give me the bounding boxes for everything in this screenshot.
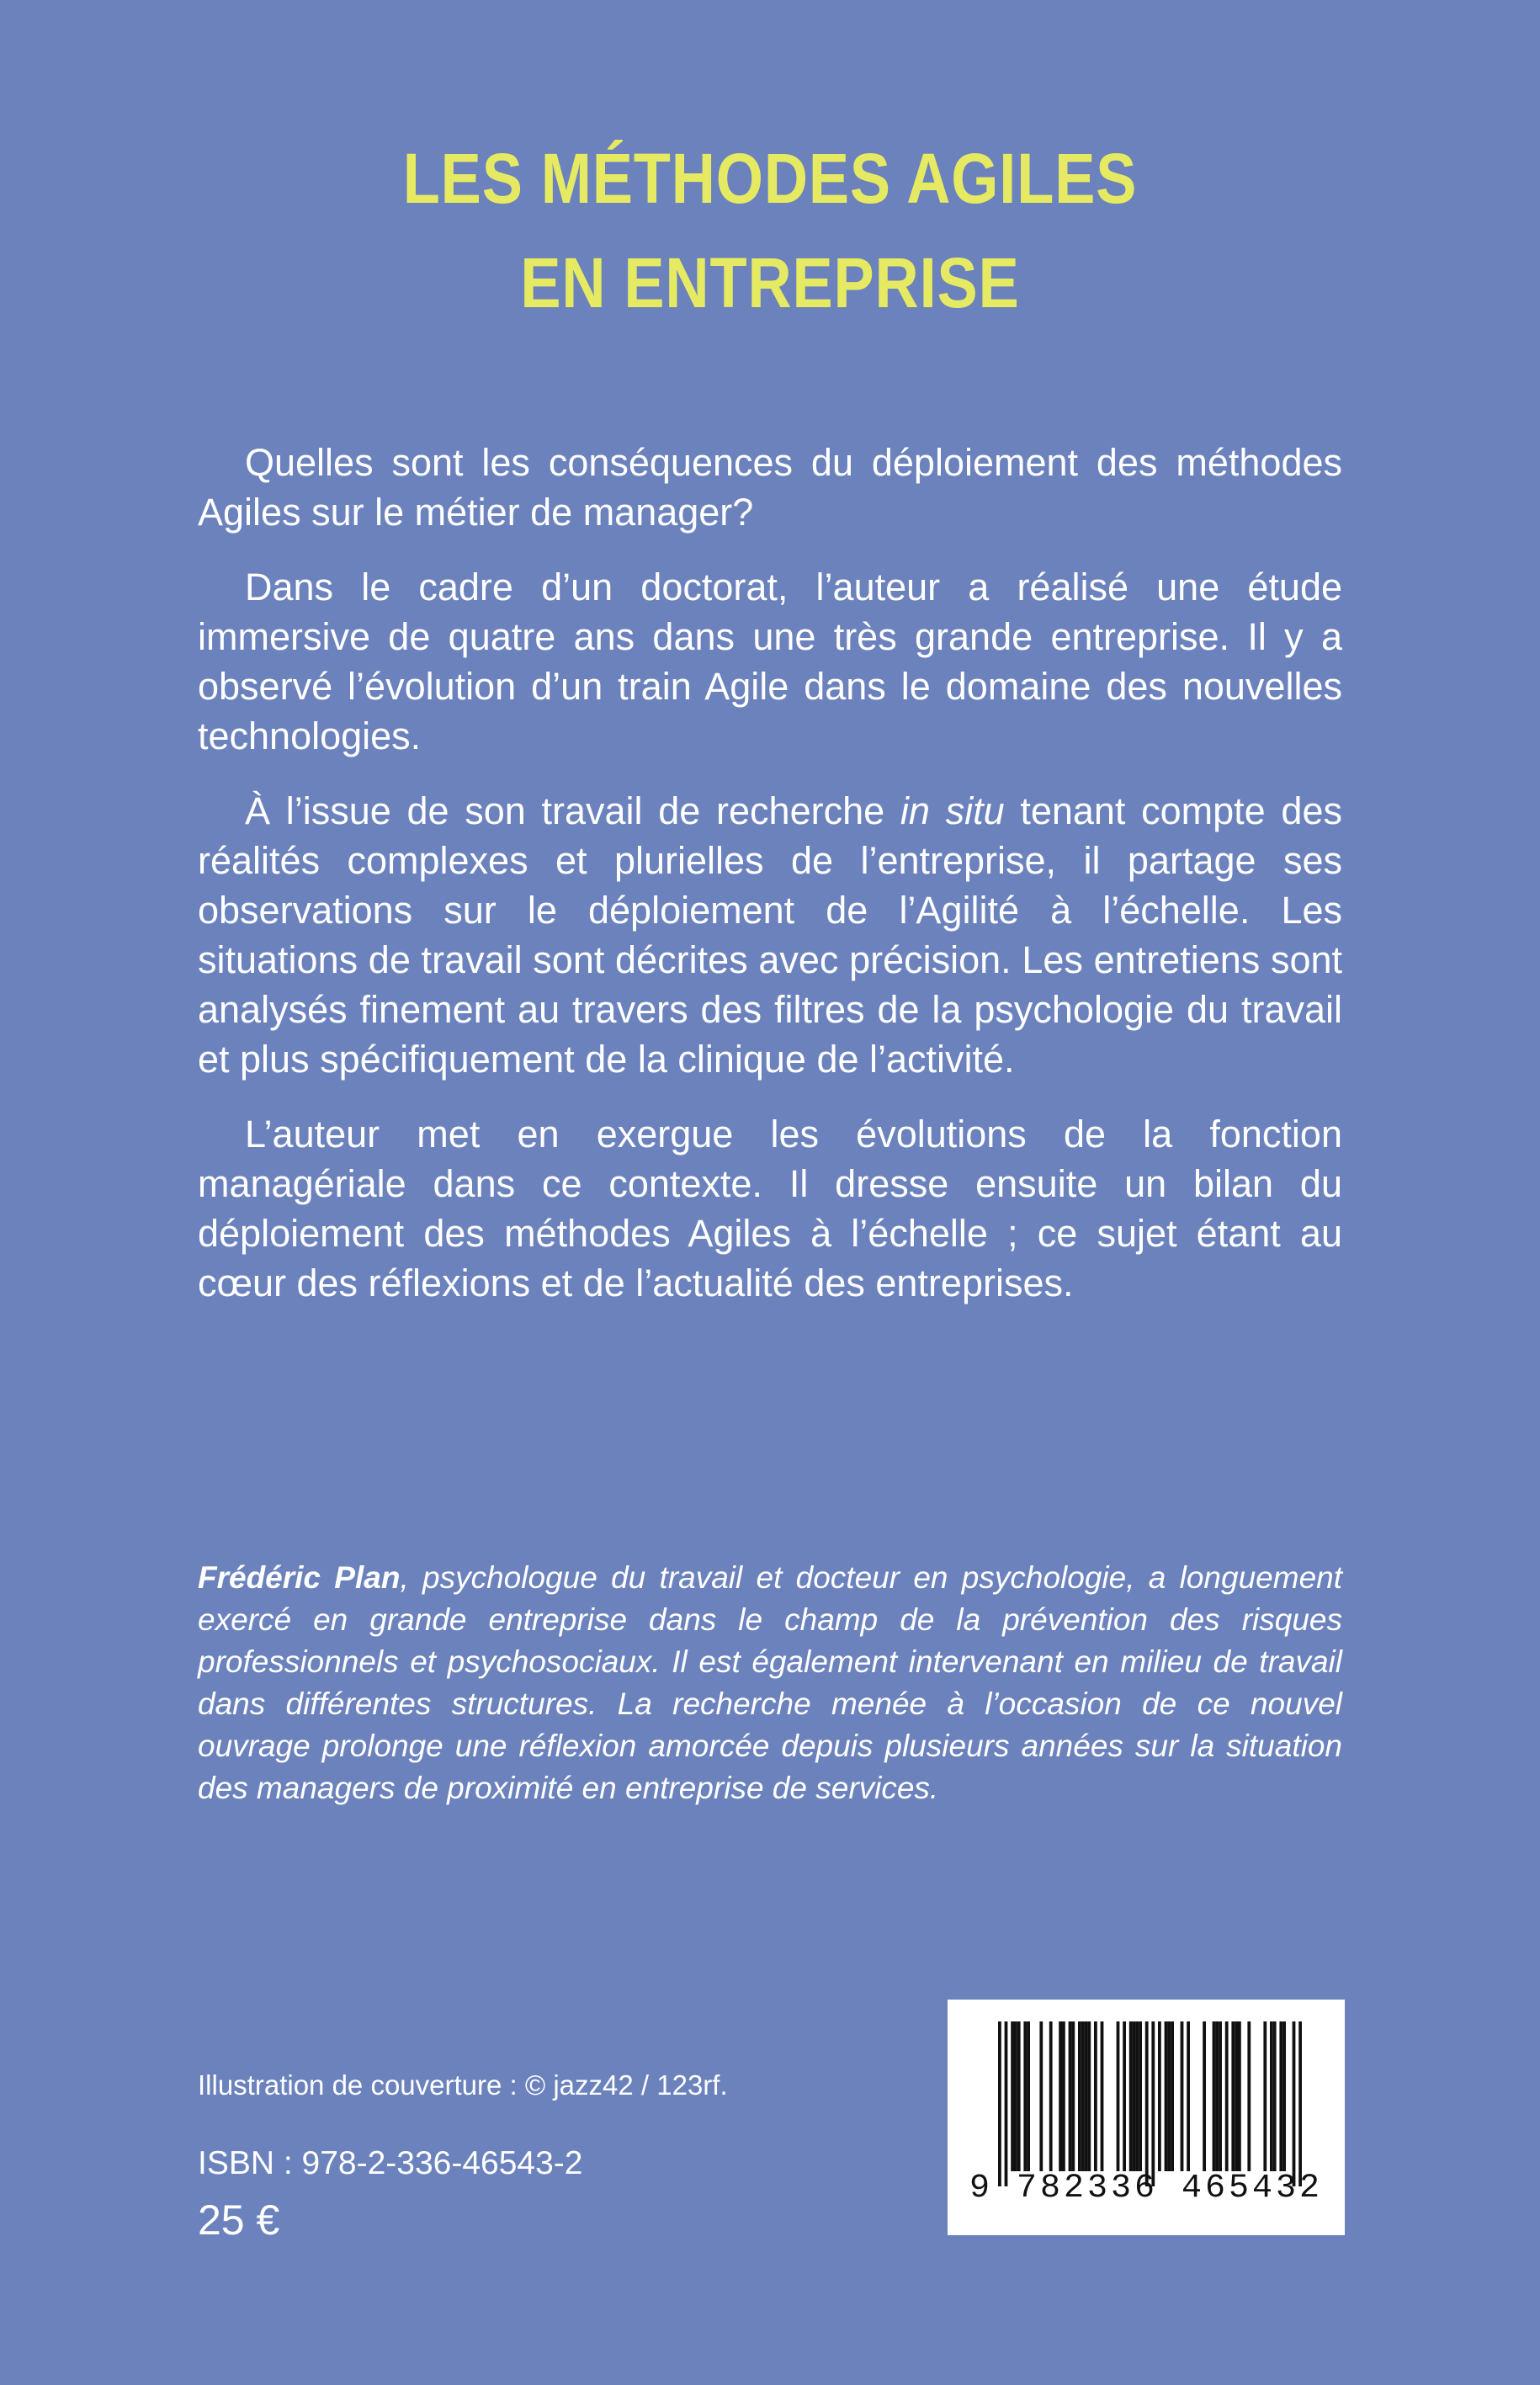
barcode-bar [1282,2021,1286,2171]
barcode-bar [1062,2021,1065,2171]
barcode-bar [1094,2021,1097,2171]
barcode-bar [1263,2021,1267,2171]
barcode-bar [1187,2021,1190,2171]
author-bio [198,1557,1342,1809]
author-bio-text: , psychologue du travail et docteur en psychologie, a longuement exercé en grande entreprise dans le champ de la prévention des risques professionnels et psychosociaux. Il est également intervenant en milieu de travail dans différentes structures. La recherche menée à l’occasion de ce nouvel ouvrage prolonge une réflexion amorcée depuis plusieurs années sur la situation des managers de proximité en entreprise de services. [198,1560,1343,1805]
barcode-bar [1069,2021,1072,2171]
barcode-bar [1071,2021,1075,2171]
barcode-bar [1133,2021,1136,2171]
barcode-bar [1039,2021,1043,2171]
barcode-bar [1158,2021,1161,2171]
author-name: Frédéric Plan [198,1560,401,1595]
summary-p3-italic: in situ [900,789,1005,832]
barcode-bar [1085,2021,1088,2171]
barcode-bar [1219,2021,1222,2171]
barcode-bar [1087,2021,1091,2171]
barcode-bar [1298,2021,1302,2186]
barcode-bar [1117,2021,1120,2171]
barcode-bar [1273,2021,1277,2171]
summary-paragraph-3 [198,786,1342,1084]
barcode-bar [1027,2021,1030,2171]
summary-paragraph-4: L’auteur met en exergue les évolutions de la fonction managériale dans ce contexte. Il dresse ensuite un bilan du déploiement des méthodes Agiles à l’échelle ; ce sujet étant au cœur des réflexions et de l’actualité des entreprises. [198,1113,1342,1304]
barcode-bar [1167,2021,1171,2171]
barcode-bar [1165,2021,1168,2171]
barcode-bar [1135,2021,1139,2171]
barcode-bar [998,2021,1001,2186]
barcode-bar [1247,2021,1251,2171]
barcode [948,2000,1345,2235]
barcode-bar [1081,2021,1085,2171]
barcode-bar [1225,2021,1229,2171]
summary-p3-end: tenant compte des réalités complexes et plurielles de l’entreprise, il partage ses observations sur le déploiement de l’Agilité à l’échelle. Les situations de travail sont décrites avec précision. Les entretiens sont analysés finement au travers des filtres de la psychologie du travail et plus spécifiquement de la clinique de l’activité. [198,789,1342,1081]
barcode-bar [1101,2021,1104,2171]
barcode-bar [1203,2021,1206,2171]
cover-credit: Illustration de couverture : © jazz42 / 123rf. [198,2069,728,2101]
barcode-bar [1145,2021,1149,2186]
barcode-bar [1014,2021,1017,2171]
barcode-bar [1059,2021,1062,2171]
barcode-bar [1129,2021,1133,2171]
barcode-bar [1123,2021,1126,2171]
barcode-bar [1231,2021,1235,2171]
barcode-bar [1139,2021,1142,2171]
book-summary [198,438,1342,1333]
summary-paragraph-2: Dans le cadre d’un doctorat, l’auteur a réalisé une étude immersive de quatre ans dans une très grande entreprise. Il y a observé l’évolution d’un train Agile dans le domaine des nouvelles technologies. [198,566,1342,757]
barcode-bar [1049,2021,1053,2171]
isbn: ISBN : 978-2-336-46543-2 [198,2145,583,2181]
barcode-bar [1238,2021,1241,2171]
barcode-bar [1005,2021,1008,2186]
barcode-bar [1171,2021,1174,2171]
title-line-2: EN ENTREPRISE [520,243,1020,322]
barcode-bar [1215,2021,1219,2171]
barcode-bar [1151,2021,1155,2186]
barcode-digits: 9 782336 465432 [969,2170,1324,2207]
title-line-1: LES MÉTHODES AGILES [402,139,1138,218]
barcode-bar [1270,2021,1273,2171]
barcode-bar [1279,2021,1282,2171]
barcode-bar [1011,2021,1014,2171]
barcode-bar [1023,2021,1027,2171]
barcode-bar [1235,2021,1238,2171]
barcode-bar [1293,2021,1296,2186]
barcode-bar [1017,2021,1021,2171]
price: 25 € [198,2196,280,2244]
summary-paragraph-1: Quelles sont les conséquences du déploiement des méthodes Agiles sur le métier de manager? [198,441,1342,534]
barcode-bar [1181,2021,1184,2171]
summary-p3-start: À l’issue de son travail de recherche [245,789,900,832]
barcode-bar [1213,2021,1216,2171]
book-title [108,126,1432,335]
barcode-bar [1078,2021,1081,2171]
